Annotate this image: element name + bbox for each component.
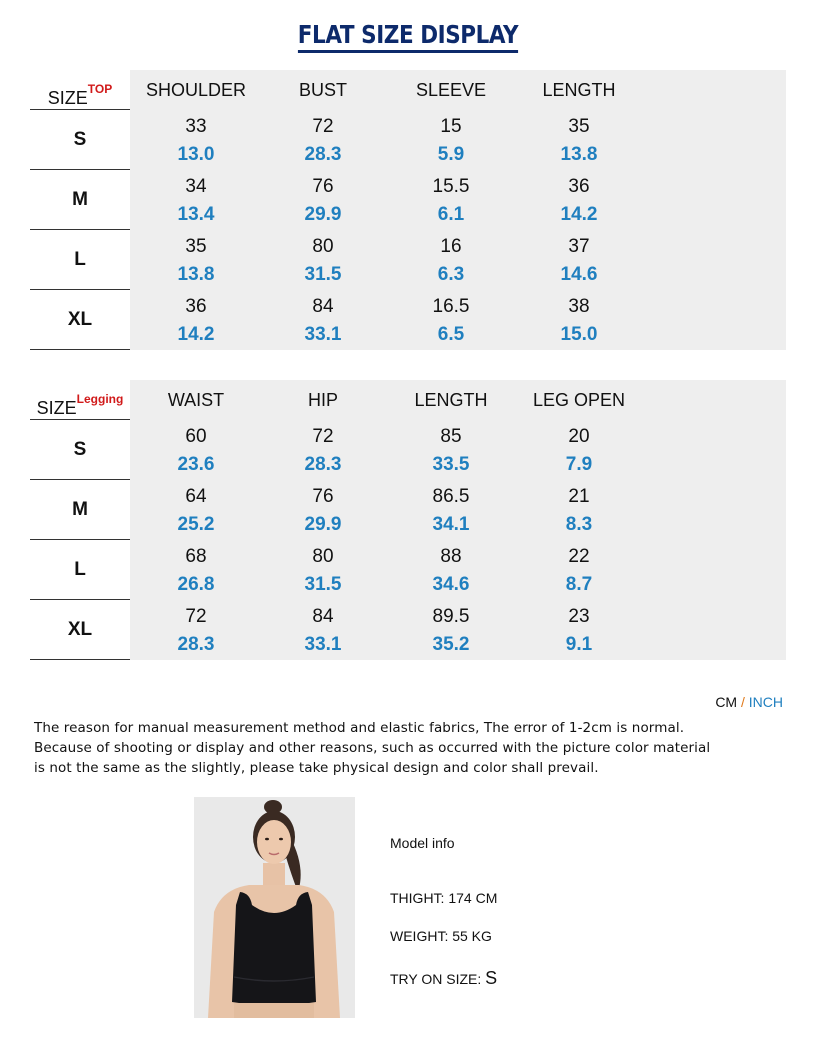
cm-value: 35 <box>185 236 207 257</box>
inch-value: 23.6 <box>177 454 215 475</box>
size-label: M <box>72 189 88 210</box>
column-header: BUST <box>298 80 347 100</box>
inch-value: 29.9 <box>304 204 342 225</box>
cm-value: 80 <box>312 236 334 257</box>
column-header: SLEEVE <box>415 80 487 100</box>
cm-value: 89.5 <box>432 606 470 627</box>
size-tag: Legging <box>76 392 124 406</box>
table-row <box>30 290 786 350</box>
size-column-label: $SIZE^{Legging}$ <box>36 392 124 418</box>
top-size-table <box>30 70 786 350</box>
inch-value: 5.9 <box>437 144 465 165</box>
inch-value: 35.2 <box>432 634 470 655</box>
inch-value: 13.8 <box>177 264 215 285</box>
cm-value: 72 <box>312 116 334 137</box>
table-row <box>30 170 786 230</box>
table-row <box>30 480 786 540</box>
size-label: XL <box>67 309 93 330</box>
cm-value: 23 <box>568 606 590 627</box>
legging-size-table <box>30 380 786 660</box>
inch-value: 9.1 <box>565 634 593 655</box>
cm-value: 22 <box>568 546 590 567</box>
cm-value: 16 <box>440 236 462 257</box>
page-title: FLAT SIZE DISPLAY <box>57 20 759 49</box>
cm-value: 34 <box>185 176 207 197</box>
inch-value: 31.5 <box>304 574 342 595</box>
table-row <box>30 110 786 170</box>
cm-value: 35 <box>568 116 590 137</box>
cm-value: 60 <box>185 426 207 447</box>
column-header: LEG OPEN <box>532 390 626 410</box>
cm-value: 36 <box>568 176 590 197</box>
inch-value: 6.5 <box>437 324 465 345</box>
size-label: M <box>72 499 88 520</box>
model-height: THIGHT: 174 CM <box>390 890 498 906</box>
cm-value: 86.5 <box>432 486 470 507</box>
inch-value: 34.6 <box>432 574 470 595</box>
cm-value: 68 <box>185 546 207 567</box>
measurement-note: is not the same as the slightly, please take physical design and color shall prevail. <box>34 760 599 776</box>
inch-value: 34.1 <box>432 514 470 535</box>
cm-value: 64 <box>185 486 207 507</box>
inch-value: 25.2 <box>177 514 215 535</box>
table-row <box>30 540 786 600</box>
inch-value: 28.3 <box>304 144 342 165</box>
model-info-heading: Model info <box>390 835 455 851</box>
model-weight: WEIGHT: 55 KG <box>390 928 492 944</box>
inch-value: 14.2 <box>177 324 215 345</box>
inch-value: 26.8 <box>177 574 215 595</box>
inch-value: 8.7 <box>565 574 593 595</box>
column-header: SHOULDER <box>145 80 247 100</box>
size-label: L <box>74 559 86 580</box>
unit-legend: CM / INCH <box>715 694 783 710</box>
inch-value: 33.5 <box>432 454 470 475</box>
column-header: LENGTH <box>414 390 488 410</box>
inch-value: 28.3 <box>304 454 342 475</box>
inch-value: 6.1 <box>437 204 465 225</box>
cm-value: 72 <box>312 426 334 447</box>
cm-value: 15.5 <box>432 176 470 197</box>
measurement-note: The reason for manual measurement method and elastic fabrics, The error of 1-2cm is normal. <box>34 720 685 736</box>
cm-value: 84 <box>312 606 334 627</box>
cm-value: 36 <box>185 296 207 317</box>
cm-value: 20 <box>568 426 590 447</box>
inch-value: 28.3 <box>177 634 215 655</box>
column-header: HIP <box>307 390 338 410</box>
table-header <box>30 70 786 110</box>
inch-value: 13.8 <box>560 144 598 165</box>
inch-value: 31.5 <box>304 264 342 285</box>
cm-value: 33 <box>185 116 207 137</box>
cm-value: 15 <box>440 116 462 137</box>
cm-value: 37 <box>568 236 590 257</box>
column-header: WAIST <box>167 390 225 410</box>
inch-value: 8.3 <box>565 514 593 535</box>
size-label: S <box>73 439 87 460</box>
inch-value: 14.2 <box>560 204 598 225</box>
cm-value: 84 <box>312 296 334 317</box>
inch-value: 13.4 <box>177 204 215 225</box>
model-try-on-size: TRY ON SIZE: S <box>390 968 498 988</box>
column-header: LENGTH <box>542 80 616 100</box>
size-column-label: $SIZE^{TOP}$ <box>47 82 113 108</box>
inch-value: 7.9 <box>565 454 593 475</box>
inch-value: 29.9 <box>304 514 342 535</box>
cm-value: 88 <box>440 546 462 567</box>
size-label: L <box>74 249 86 270</box>
cm-value: 85 <box>440 426 462 447</box>
inch-value: 14.6 <box>560 264 598 285</box>
cm-value: 16.5 <box>432 296 470 317</box>
size-label: S <box>73 129 87 150</box>
table-row <box>30 230 786 290</box>
table-row <box>30 420 786 480</box>
size-tag: TOP <box>87 82 113 96</box>
size-label: XL <box>67 619 93 640</box>
cm-value: 76 <box>312 176 334 197</box>
inch-value: 33.1 <box>304 324 342 345</box>
cm-value: 38 <box>568 296 590 317</box>
cm-value: 21 <box>568 486 590 507</box>
inch-value: 6.3 <box>437 264 465 285</box>
cm-value: 76 <box>312 486 334 507</box>
inch-value: 13.0 <box>177 144 215 165</box>
cm-value: 72 <box>185 606 207 627</box>
table-row <box>30 600 786 660</box>
cm-value: 80 <box>312 546 334 567</box>
inch-value: 15.0 <box>560 324 598 345</box>
measurement-note: Because of shooting or display and other reasons, such as occurred with the picture color material <box>34 740 711 756</box>
table-header <box>30 380 786 420</box>
model-photo <box>194 797 355 1018</box>
inch-value: 33.1 <box>304 634 342 655</box>
